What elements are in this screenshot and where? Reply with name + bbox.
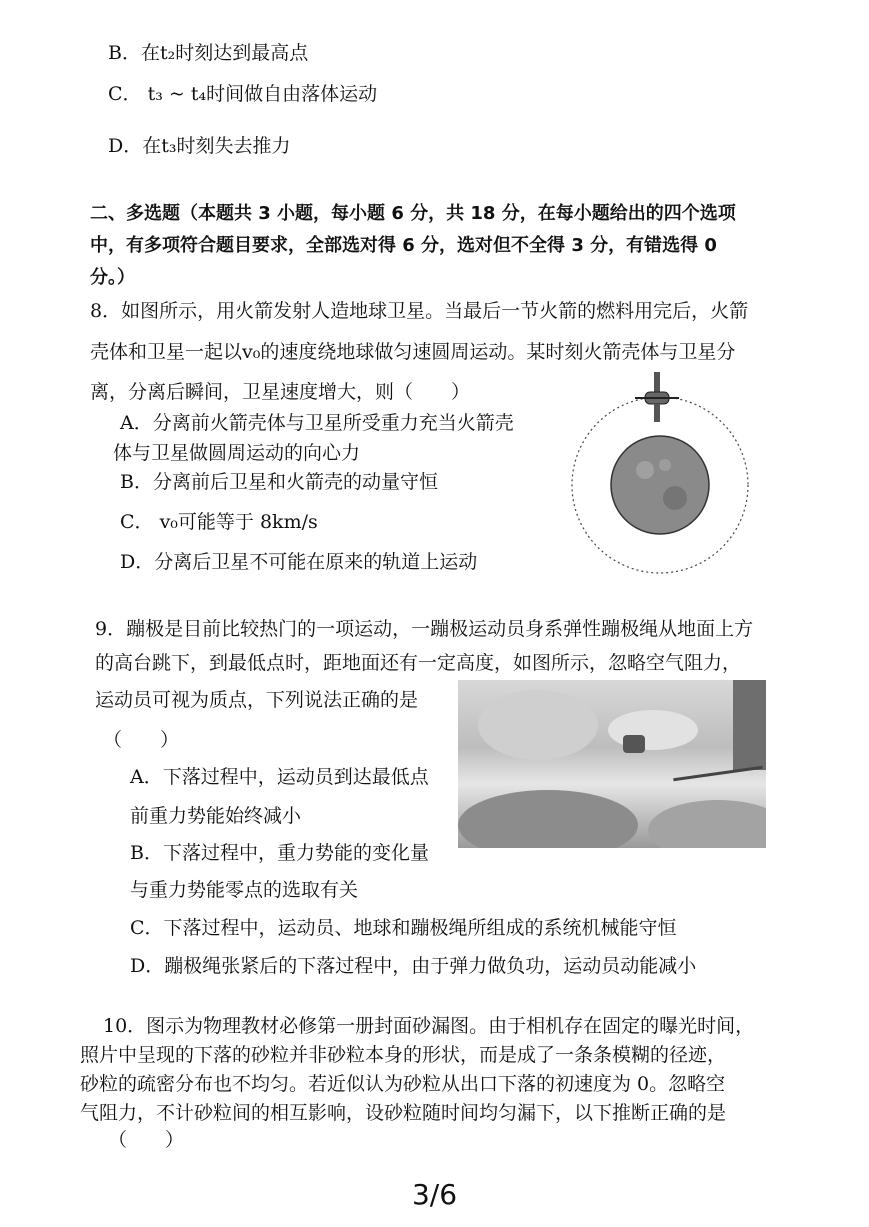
option-b-prev: B．在t₂时刻达到最高点 xyxy=(108,42,309,64)
q8-option-b: B．分离前后卫星和火箭壳的动量守恒 xyxy=(120,471,438,493)
earth-texture xyxy=(659,459,671,471)
section-heading-line3: 分。） xyxy=(90,267,135,288)
satellite-icon xyxy=(635,372,679,422)
q9-option-a-line1: A．下落过程中，运动员到达最低点 xyxy=(130,766,429,788)
q8-option-a-line1: A．分离前火箭壳体与卫星所受重力充当火箭壳 xyxy=(120,412,514,434)
q9-stem-line2: 的高台跳下，到最低点时，距地面还有一定高度，如图所示，忽略空气阻力， xyxy=(95,652,742,674)
q10-stem-line4: 气阻力，不计砂粒间的相互影响，设砂粒随时间均匀漏下，以下推断正确的是 xyxy=(80,1102,727,1124)
earth-texture xyxy=(636,461,654,479)
q8-option-d: D．分离后卫星不可能在原来的轨道上运动 xyxy=(120,551,478,573)
q10-stem-line1: 10．图示为物理教材必修第一册封面砂漏图。由于相机存在固定的曝光时间， xyxy=(103,1015,755,1037)
q8-stem-line2: 壳体和卫星一起以v₀的速度绕地球做匀速圆周运动。某时刻火箭壳体与卫星分 xyxy=(90,341,736,363)
q9-option-c: C．下落过程中，运动员、地球和蹦极绳所组成的系统机械能守恒 xyxy=(130,917,677,939)
q9-answer-paren: （ ） xyxy=(103,729,180,751)
q8-option-a-line2: 体与卫星做圆周运动的向心力 xyxy=(113,442,361,464)
q10-answer-paren: （ ） xyxy=(108,1129,185,1151)
q8-stem-line3: 离，分离后瞬间，卫星速度增大，则（ ） xyxy=(90,381,471,403)
q9-stem-line1: 9．蹦极是目前比较热门的一项运动，一蹦极运动员身系弹性蹦极绳从地面上方 xyxy=(95,618,754,640)
q9-stem-line3: 运动员可视为质点，下列说法正确的是 xyxy=(95,689,419,711)
q9-option-a-line2: 前重力势能始终减小 xyxy=(130,805,302,827)
bungee-jump-photo xyxy=(458,680,766,848)
q8-option-c: C． v₀可能等于 8km/s xyxy=(120,511,318,533)
q9-option-d: D．蹦极绳张紧后的下落过程中，由于弹力做负功，运动员动能减小 xyxy=(130,955,697,977)
q10-stem-line3: 砂粒的疏密分布也不均匀。若近似认为砂粒从出口下落的初速度为 0。忽略空 xyxy=(80,1073,726,1095)
option-c-prev: C． t₃ ~ t₄时间做自由落体运动 xyxy=(108,83,378,105)
option-d-prev: D．在t₃时刻失去推力 xyxy=(108,135,291,157)
q9-option-b-line1: B．下落过程中，重力势能的变化量 xyxy=(130,842,429,864)
q8-stem-line1: 8．如图所示，用火箭发射人造地球卫星。当最后一节火箭的燃料用完后，火箭 xyxy=(90,300,749,322)
earth-icon xyxy=(611,436,709,534)
satellite-orbit-figure xyxy=(565,370,755,585)
section-heading-line1: 二、多选题（本题共 3 小题，每小题 6 分，共 18 分，在每小题给出的四个选项 xyxy=(90,203,736,224)
q10-stem-line2: 照片中呈现的下落的砂粒并非砂粒本身的形状，而是成了一条条模糊的径迹， xyxy=(80,1044,727,1066)
section-heading-line2: 中，有多项符合题目要求，全部选对得 6 分，选对但不全得 3 分，有错选得 0 xyxy=(90,235,717,256)
earth-texture xyxy=(663,486,687,510)
q9-option-b-line2: 与重力势能零点的选取有关 xyxy=(130,879,359,901)
page-number: 3/6 xyxy=(411,1178,458,1211)
jumper-figure xyxy=(623,735,645,753)
